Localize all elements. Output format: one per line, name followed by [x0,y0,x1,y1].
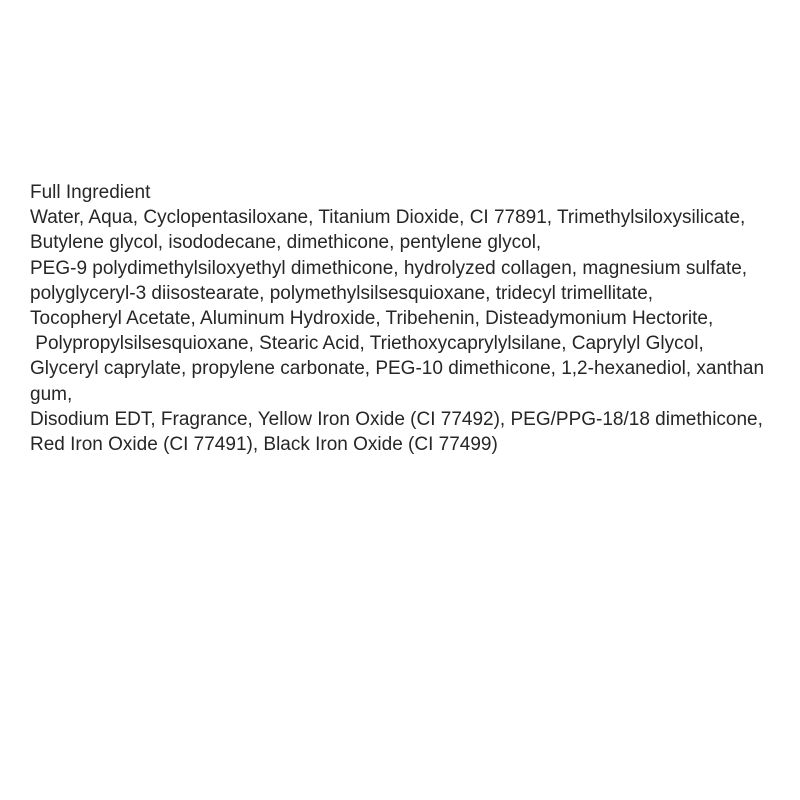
ingredient-line: Glyceryl caprylate, propylene carbonate, PEG-10 dimethicone, 1,2-hexanediol, xanthan gum, [30,358,770,405]
ingredient-line: Tocopheryl Acetate, Aluminum Hydroxide, Tribehenin, Disteadymonium Hectorite, [30,308,714,330]
ingredient-line: Disodium EDT, Fragrance, Yellow Iron Oxide (CI 77492), PEG/PPG-18/18 dimethicone, [30,408,763,430]
ingredient-line: Butylene glycol, isododecane, dimethicone, pentylene glycol, [30,232,542,254]
ingredient-line: PEG-9 polydimethylsiloxyethyl dimethicone, hydrolyzed collagen, magnesium sulfate, [30,257,748,279]
ingredients-heading: Full Ingredient [30,182,151,203]
ingredient-line: Polypropylsilsesquioxane, Stearic Acid, Triethoxycaprylylsilane, Caprylyl Glycol, [30,333,704,355]
ingredient-list [30,180,792,457]
ingredient-line: Water, Aqua, Cyclopentasiloxane, Titanium Dioxide, CI 77891, Trimethylsiloxysilicate, [30,207,746,229]
ingredient-line: polyglyceryl-3 diisostearate, polymethylsilsesquioxane, tridecyl trimellitate, [30,282,654,304]
ingredient-line: Red Iron Oxide (CI 77491), Black Iron Oxide (CI 77499) [30,434,498,456]
